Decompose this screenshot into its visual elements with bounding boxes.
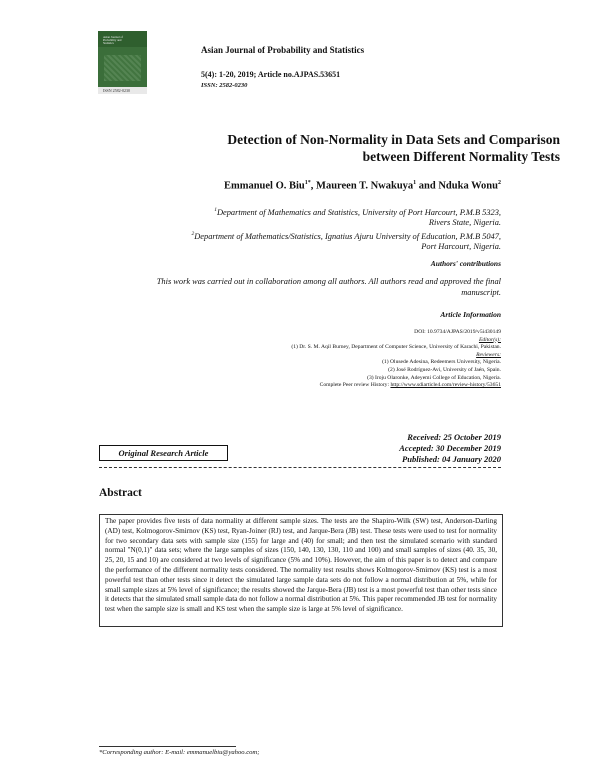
- affiliations: $^1$Department of Mathematics and Statistics, University of Port Harcourt, P.M.B 5323, Rivers State, Nigeria. $^2$Department of Mathematics/Statistics, Ignatius Ajuru University of Education, P.M.B 5047, Port Harcourt, Nigeria.: [191, 207, 501, 252]
- cover-title: Asian Journal of Probability and Statistics: [103, 35, 123, 45]
- review-history-link[interactable]: http://www.sdiarticle4.com/review-history/53651: [390, 382, 501, 389]
- paper-title: Detection of Non-Normality in Data Sets and Comparison between Different Normality Tests: [227, 132, 560, 164]
- author-list: Emmanuel O. Biu$^{1*}$, Maureen T. Nwakuya$^1$ and Nduka Wonu$^2$: [223, 180, 501, 192]
- contributions-text: This work was carried out in collaboration among all authors. All authors read and approved the final manuscript.: [156, 277, 501, 297]
- cover-strip: ISSN 2582-0230: [98, 87, 147, 94]
- article-type-box: Original Research Article: [99, 445, 228, 461]
- abstract-text: The paper provides five tests of data normality at different sample sizes. The tests are the Shapiro-Wilk (SW) test, Anderson-Darling (AD) test, Kolmogorov-Smirnov (KS) test, Ryan-Joiner (RJ) test, and Jarque-Bera (JB) test. These tests were used to test for normality for two secondary data sets with sample size (155) for large and (40) for small; and then test the simulated scenario with standard normal "N(0,1)" data sets; where the large samples of sizes (150, 140, 130, 130, 110 and 100) and small samples of sizes (40. 35, 30, 25, 20, 15 and 10) are considered at two levels of significance (5% and 10%). However, the aim of this paper is to detect and compare the performance of the different normality tests considered. The normality test results shows Kolmogorov-Smirnov (KS) test is a most powerful test than other tests since it detect the simulated large sample data sets do not follow a normal distribution at 5%, while for small sample sizes at 5% level of significance; the results showed the Jarque-Bera (JB) test is a most powerful test than other tests since it detects that the simulated small sample data do not follow a normal distribution at 5%. This paper recommended JB test for normality test when the sample size is small and KS test when the sample size is large at 5% level of significance.: [99, 514, 503, 627]
- journal-cover-image: [98, 31, 147, 94]
- article-dates: Received: 25 October 2019 Accepted: 30 December 2019 Published: 04 January 2020: [399, 432, 501, 464]
- article-info-heading: Article Information: [440, 310, 501, 319]
- section-divider: [99, 467, 501, 468]
- corresponding-author-footnote: *Corresponding author: E-mail: emmanuelbiu@yahoo.com;: [99, 749, 260, 756]
- doi: DOI: 10.9734/AJPAS/2019/v5i430149: [414, 329, 501, 335]
- volume-info: 5(4): 1-20, 2019; Article no.AJPAS.53651: [201, 70, 341, 79]
- journal-name: Asian Journal of Probability and Statistics: [201, 45, 365, 55]
- cover-pattern: [104, 55, 141, 81]
- abstract-heading: Abstract: [99, 487, 142, 499]
- issn: ISSN: 2582-0230: [201, 82, 248, 89]
- footnote-rule: [99, 746, 236, 747]
- contributions-heading: Authors' contributions: [430, 259, 501, 268]
- article-info: DOI: 10.9734/AJPAS/2019/v5i430149 Editor(s): (1) Dr. S. M. Aqil Burney, Department of Computer Science, University of Karachi, Pakistan. Reviewers: (1) Olusede Adesina, Redeemers University, Nigeria. (2) José Rodríguez-Avi, University of Jaén, Spain. (3) Iroju Olaronke, Adeyemi College of Education, Nigeria. Complete Peer review History: http://www.sdiarticle4.com/review-history/53651: [100, 329, 501, 390]
